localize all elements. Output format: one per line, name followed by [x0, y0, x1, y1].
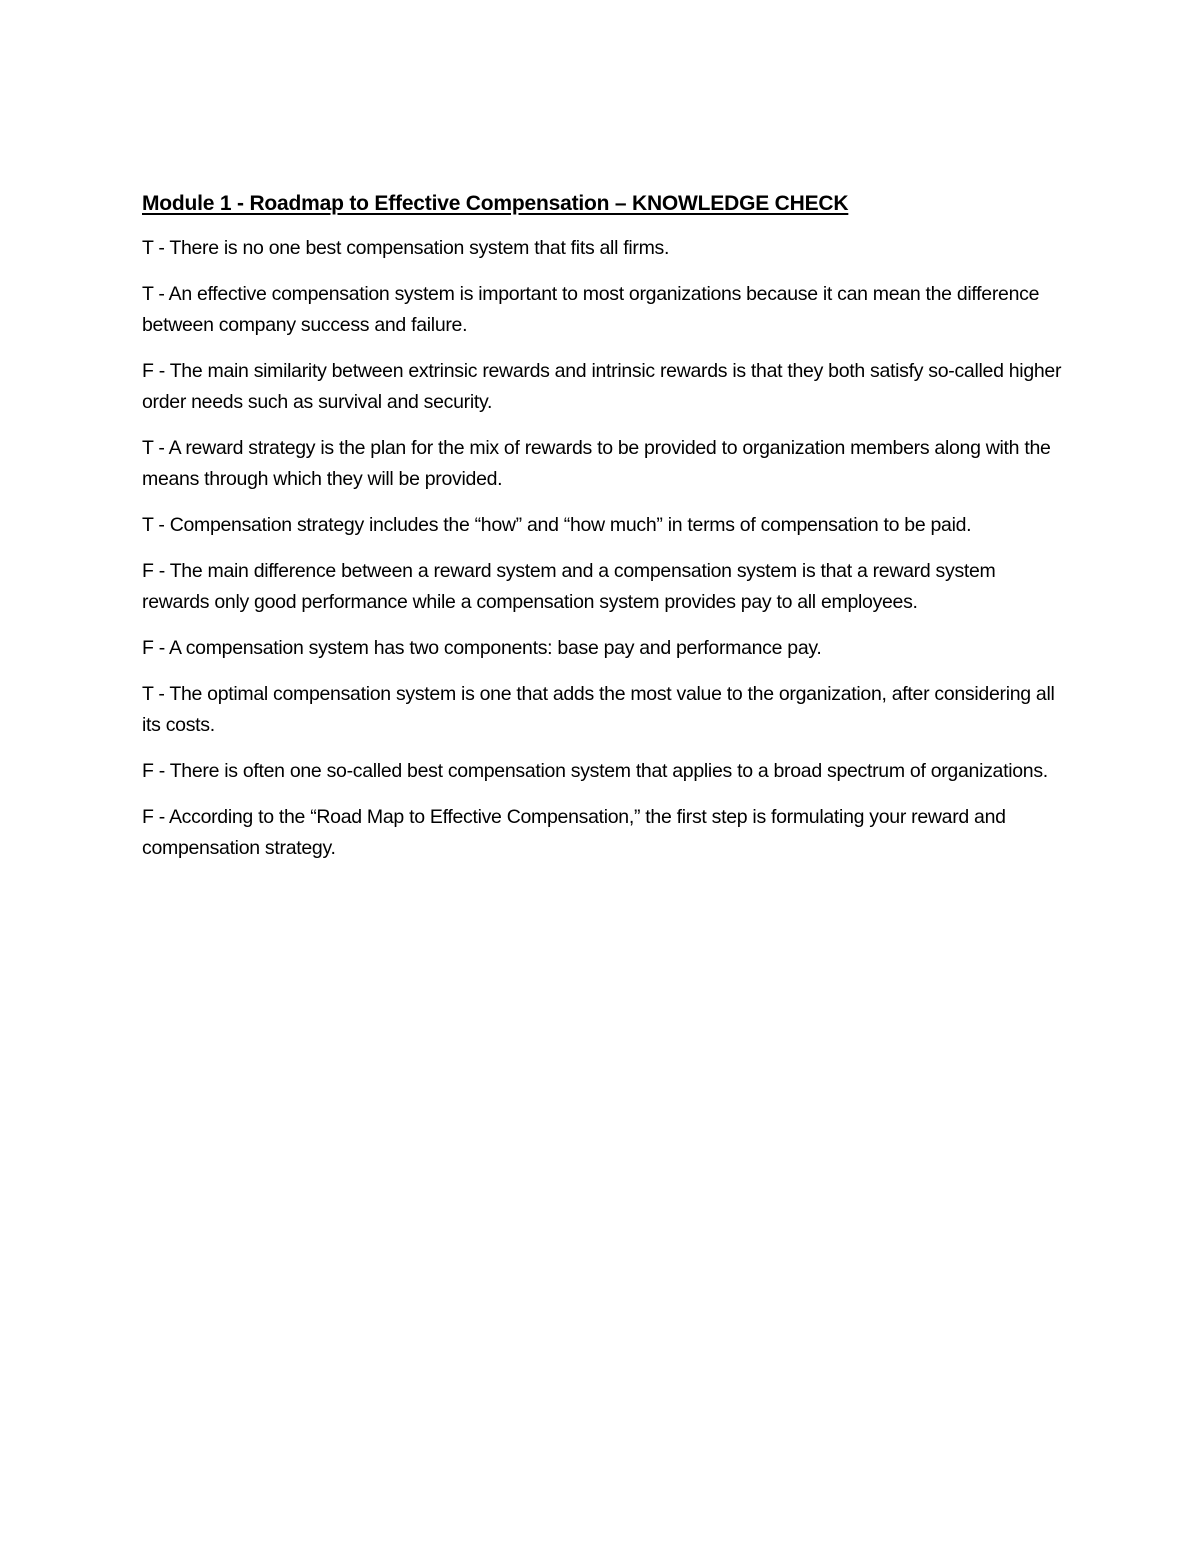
statement-item: T - Compensation strategy includes the “how” and “how much” in terms of compensation to be paid.	[142, 514, 972, 536]
statement-item: F - There is often one so-called best compensation system that applies to a broad spectrum of organizations.	[142, 760, 1048, 782]
statement-item: F - The main difference between a reward system and a compensation system is that a reward system rewards only good performance while a compensation system provides pay to all employees.	[142, 560, 996, 613]
statement-item: T - A reward strategy is the plan for the mix of rewards to be provided to organization members along with the means through which they will be provided.	[142, 437, 1051, 490]
statement-list	[142, 233, 1067, 864]
statement-item: F - A compensation system has two components: base pay and performance pay.	[142, 637, 822, 659]
document-title: Module 1 - Roadmap to Effective Compensation – KNOWLEDGE CHECK	[142, 192, 849, 215]
statement-item: F - According to the “Road Map to Effective Compensation,” the first step is formulating your reward and compensation strategy.	[142, 806, 1006, 859]
statement-item: T - An effective compensation system is important to most organizations because it can mean the difference between company success and failure.	[142, 283, 1040, 336]
document-body	[142, 188, 1067, 879]
statement-item: F - The main similarity between extrinsic rewards and intrinsic rewards is that they both satisfy so-called higher order needs such as survival and security.	[142, 360, 1062, 413]
statement-item: T - There is no one best compensation system that fits all firms.	[142, 237, 670, 259]
statement-item: T - The optimal compensation system is one that adds the most value to the organization, after considering all its costs.	[142, 683, 1055, 736]
